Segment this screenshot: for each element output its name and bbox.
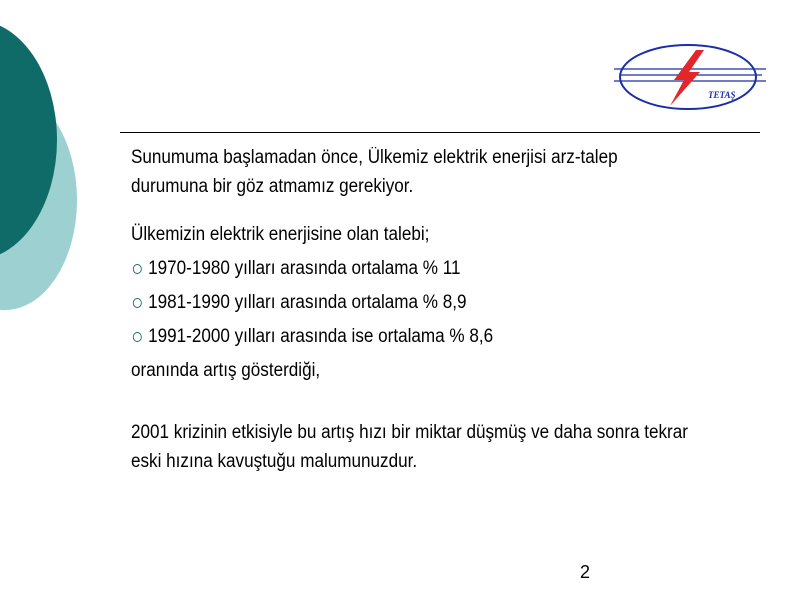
tetas-logo <box>612 40 768 114</box>
closing-paragraph: 2001 krizinin etkisiyle bu artış hızı bir miktar düşmüş ve daha sonra tekrar eski hızına kavuştuğu malumunuzdur. <box>131 422 688 472</box>
list-item-text: 1991-2000 yılları arasında ise ortalama % 8,6 <box>148 326 494 347</box>
circle-bullet-icon <box>133 332 142 342</box>
intro-paragraph: Sunumuma başlamadan önce, Ülkemiz elektrik enerjisi arz-talep durumuna bir göz atmamız gerekiyor. <box>131 147 618 197</box>
list-item-text: 1981-1990 yılları arasında ortalama % 8,9 <box>148 292 467 313</box>
list-item-text: 1970-1980 yılları arasında ortalama % 11 <box>148 258 461 279</box>
slide-body <box>131 143 689 476</box>
decorative-circles <box>0 0 90 320</box>
circle-bullet-icon <box>133 264 142 274</box>
list-item <box>131 322 689 351</box>
lead-paragraph: Ülkemizin elektrik enerjisine olan talebi; <box>131 224 430 245</box>
list-item <box>131 254 689 283</box>
header-rule <box>120 132 760 133</box>
tail-paragraph: oranında artış gösterdiği, <box>131 360 321 381</box>
growth-rate-list <box>131 254 689 351</box>
list-item <box>131 288 689 317</box>
page-number: 2 <box>580 562 591 582</box>
circle-bullet-icon <box>133 298 142 308</box>
logo-text: TETAŞ <box>708 90 736 100</box>
lightning-bolt-icon <box>670 50 704 106</box>
